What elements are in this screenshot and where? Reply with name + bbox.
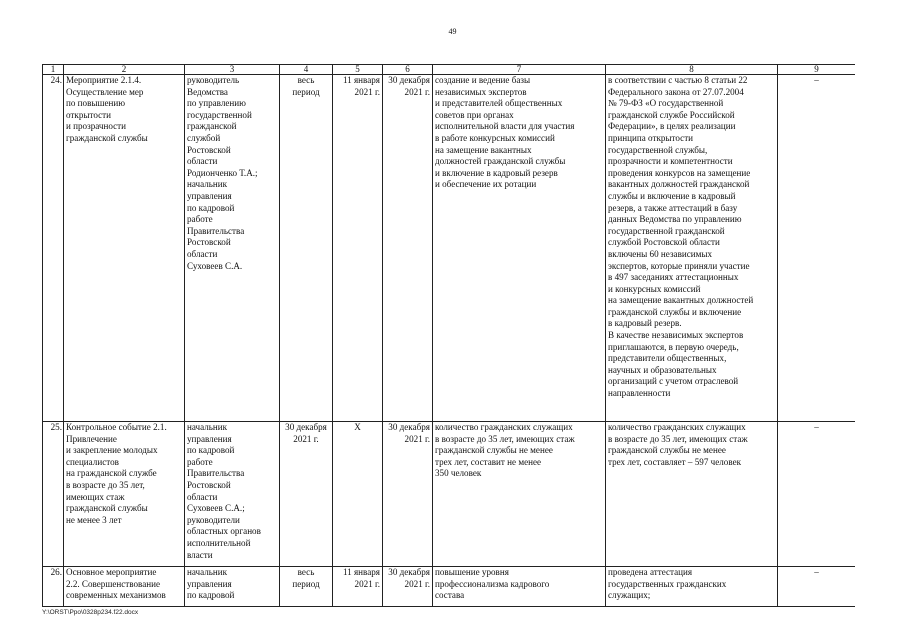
file-path-footer: Y:\ORST\Ppo\0328p234.f22.docx: [42, 609, 139, 616]
start-date: X: [333, 422, 383, 567]
row-number: 26.: [43, 567, 64, 607]
start-date: 11 января 2021 г.: [333, 567, 383, 607]
notes: –: [778, 75, 856, 422]
responsible: начальник управления по кадровой работе Правительства Ростовской области Суховеев С.А.; руководители областных органов исполнительной власти: [185, 422, 280, 567]
column-header: 1: [43, 65, 64, 75]
column-number-row: [43, 65, 856, 75]
notes: –: [778, 422, 856, 567]
planned-period: весь период: [280, 567, 333, 607]
column-header: 9: [778, 65, 856, 75]
report-table-wrapper: [42, 64, 855, 609]
end-date: 30 декабря 2021 г.: [383, 75, 433, 422]
end-date: 30 декабря 2021 г.: [383, 567, 433, 607]
page-number: 49: [448, 27, 457, 36]
actual-result: в соответствии с частью 8 статьи 22 Федерального закона от 27.07.2004 № 79-ФЗ «О государственной гражданской службе Российской Федерации», в целях реализации принципа открытости государственной службы, прозрачности и компетентности проведения конкурсов на замещение вакантных должностей гражданской службы и включение в кадровый резерв, а также аттестаций в базу данных Ведомства по управлению государственной гражданской службой Ростовской области включены 60 независимых экспертов, которые приняли участие в 497 заседаниях аттестационных и конкурсных комиссий на замещение вакантных должностей гражданской службы и включение в кадровый резерв. В качестве независимых экспертов приглашаются, в первую очередь, представители общественных, научных и образовательных организаций с учетом отраслевой направленности: [606, 75, 778, 422]
event-name: Контрольное событие 2.1. Привлечение и закрепление молодых специалистов на гражданской службе в возрасте до 35 лет, имеющих стаж гражданской службы не менее 3 лет: [64, 422, 185, 567]
table-row: [43, 567, 856, 607]
column-header: 5: [333, 65, 383, 75]
row-number: 24.: [43, 75, 64, 422]
planned-period: 30 декабря 2021 г.: [280, 422, 333, 567]
responsible: руководитель Ведомства по управлению государственной гражданской службой Ростовской области Родионченко Т.А.; начальник управления по кадровой работе Правительства Ростовской области Суховеев С.А.: [185, 75, 280, 422]
column-header: 4: [280, 65, 333, 75]
table-row: [43, 75, 856, 422]
column-header: 6: [383, 65, 433, 75]
row-number: 25.: [43, 422, 64, 567]
planned-result: повышение уровня профессионализма кадрового состава: [433, 567, 606, 607]
end-date: 30 декабря 2021 г.: [383, 422, 433, 567]
actual-result: количество гражданских служащих в возрасте до 35 лет, имеющих стаж гражданской службы не менее трех лет, составляет – 597 человек: [606, 422, 778, 567]
column-header: 3: [185, 65, 280, 75]
report-table: [42, 64, 855, 607]
notes: –: [778, 567, 856, 607]
actual-result: проведена аттестация государственных гражданских служащих;: [606, 567, 778, 607]
responsible: начальник управления по кадровой: [185, 567, 280, 607]
start-date: 11 января 2021 г.: [333, 75, 383, 422]
event-name: Мероприятие 2.1.4. Осуществление мер по повышению открытости и прозрачности гражданской службы: [64, 75, 185, 422]
planned-result: создание и ведение базы независимых экспертов и представителей общественных советов при органах исполнительной власти для участия в работе конкурсных комиссий на замещение вакантных должностей гражданской службы и включение в кадровый резерв и обеспечение их ротации: [433, 75, 606, 422]
event-name: Основное мероприятие 2.2. Совершенствование современных механизмов: [64, 567, 185, 607]
table-row: [43, 422, 856, 567]
planned-period: весь период: [280, 75, 333, 422]
planned-result: количество гражданских служащих в возрасте до 35 лет, имеющих стаж гражданской службы не менее трех лет, составит не менее 350 человек: [433, 422, 606, 567]
column-header: 8: [606, 65, 778, 75]
column-header: 2: [64, 65, 185, 75]
column-header: 7: [433, 65, 606, 75]
